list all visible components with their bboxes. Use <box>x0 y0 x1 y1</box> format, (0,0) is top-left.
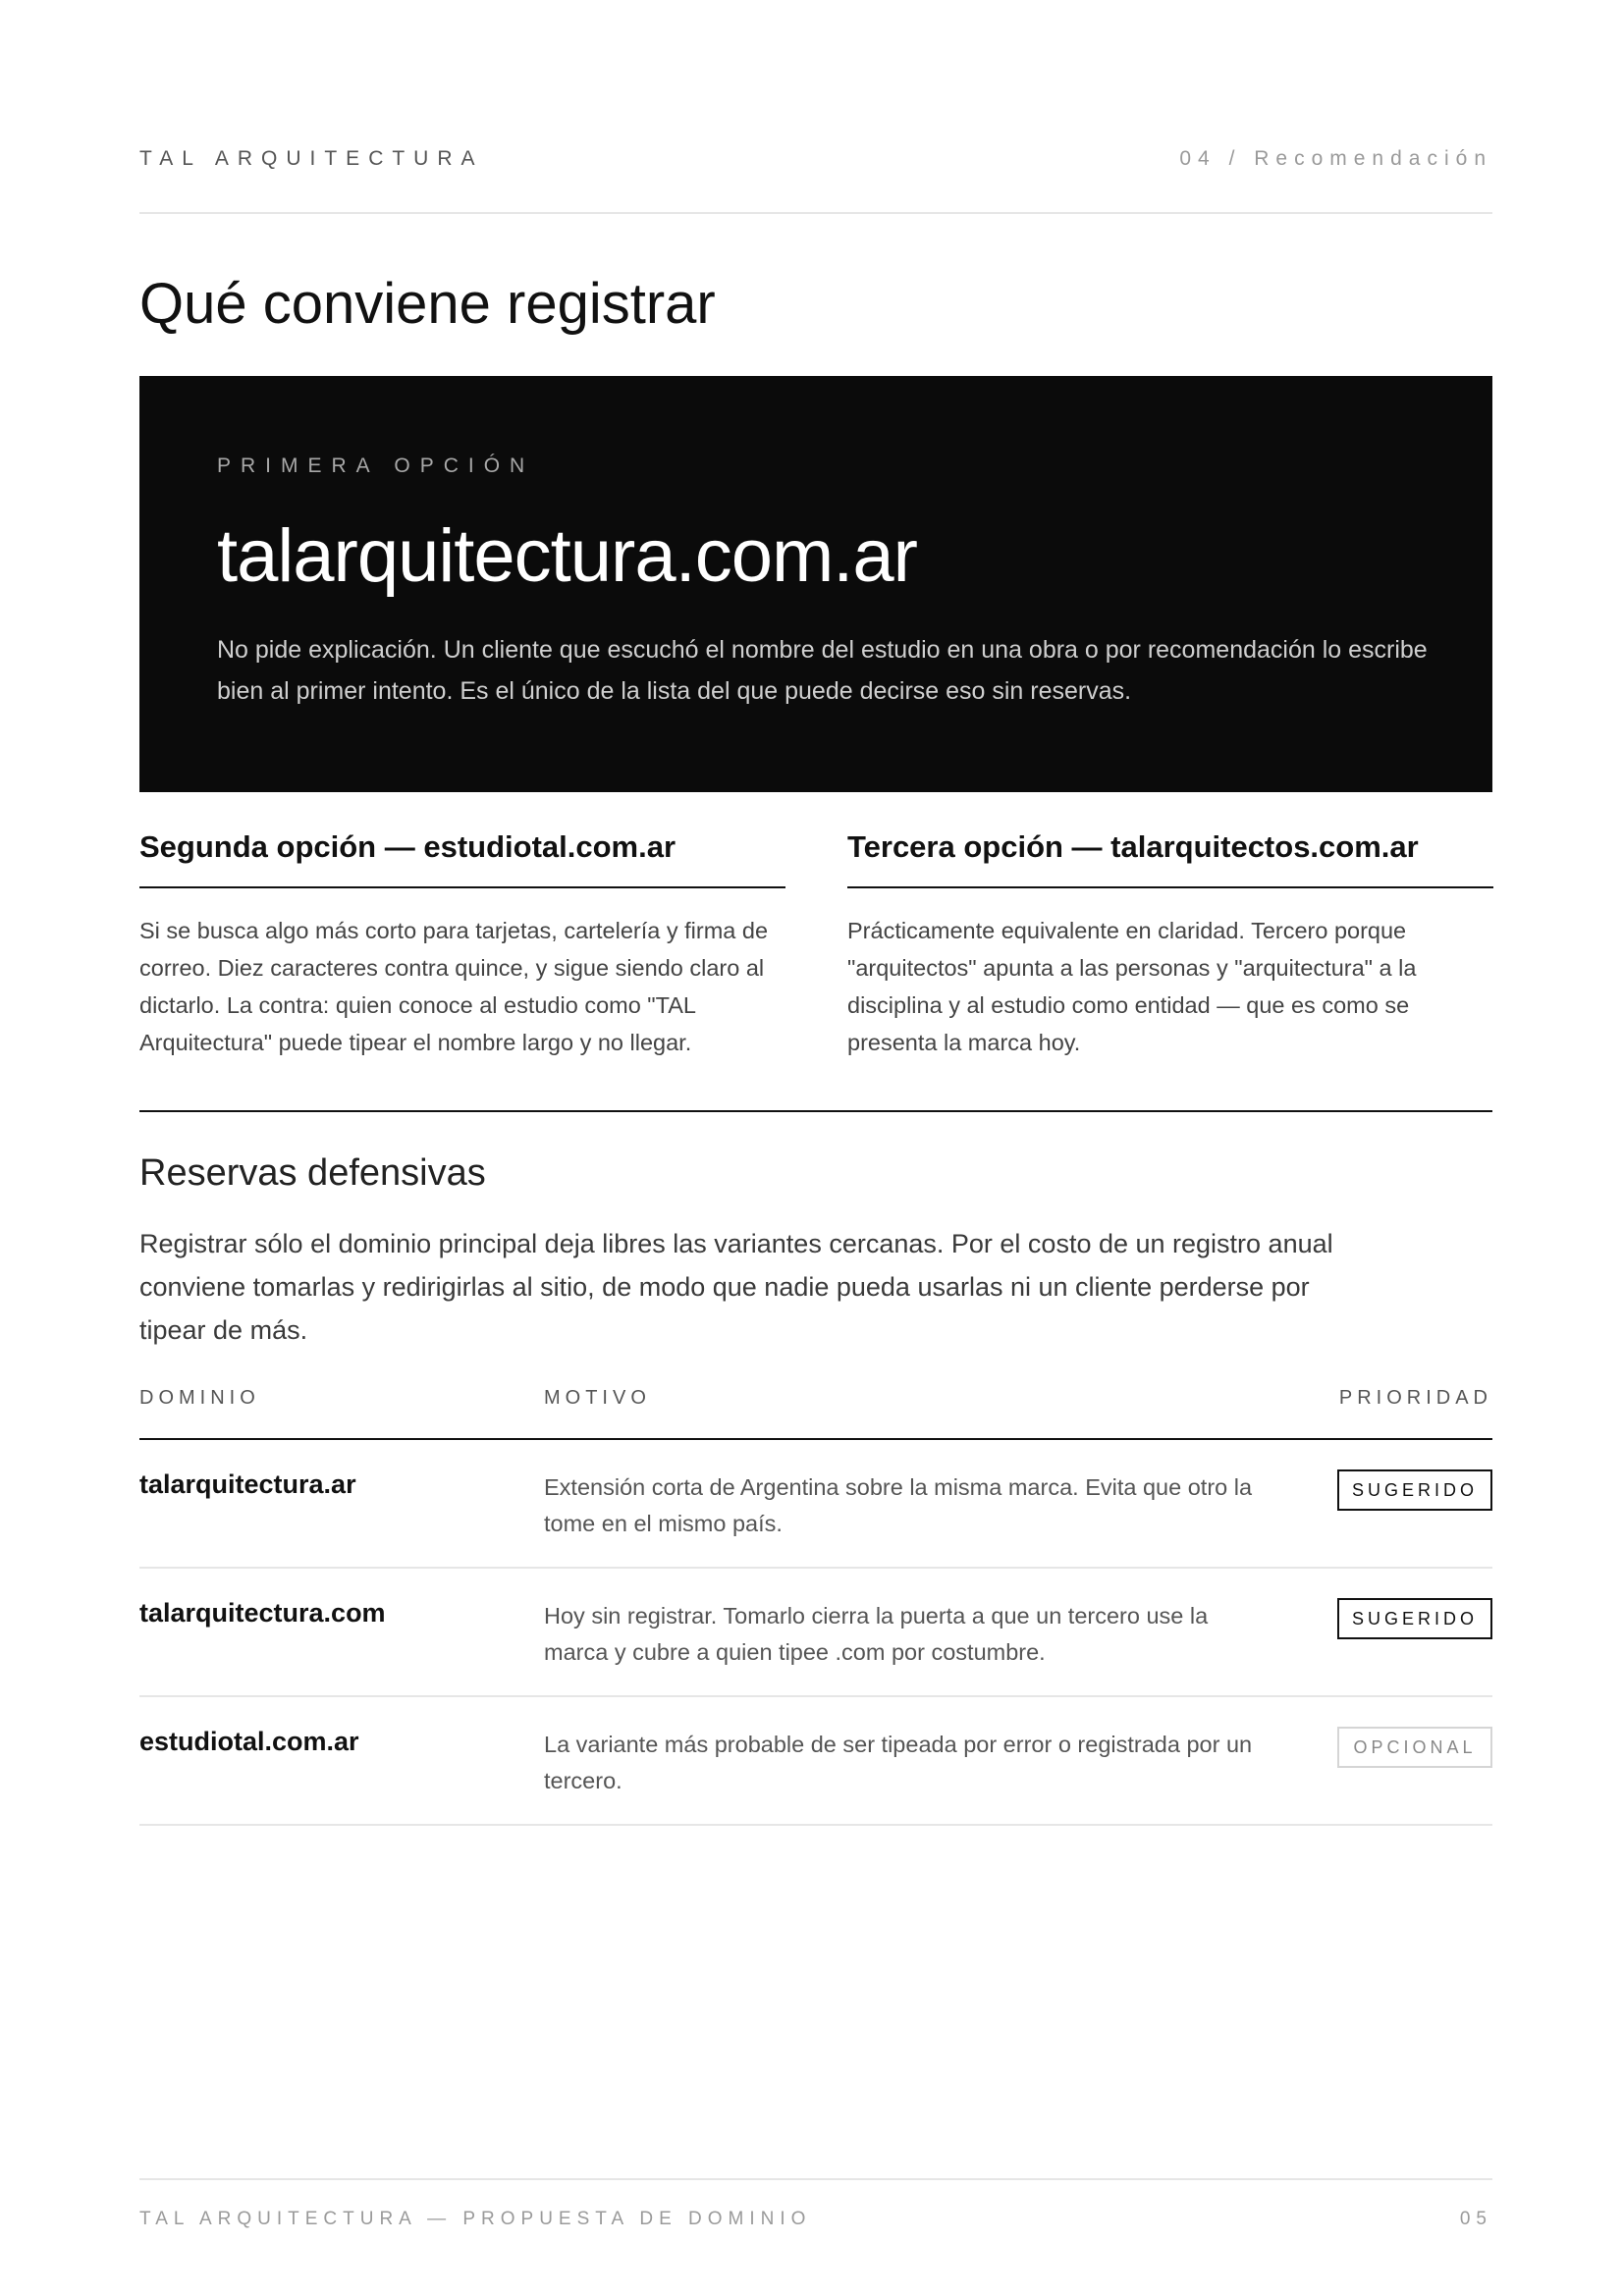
footer-divider <box>139 2178 1492 2180</box>
primary-option-kicker: PRIMERA OPCIÓN <box>217 454 535 477</box>
primary-option-card <box>139 376 1492 792</box>
domain-cell: talarquitectura.ar <box>139 1469 356 1499</box>
column-header-priority: PRIORIDAD <box>1338 1387 1492 1409</box>
priority-badge: SUGERIDO <box>1337 1469 1492 1511</box>
priority-badge: SUGERIDO <box>1337 1598 1492 1639</box>
header-divider <box>139 212 1492 214</box>
brand-name: TAL ARQUITECTURA <box>139 147 484 170</box>
reason-cell: Hoy sin registrar. Tomarlo cierra la puerta a que un tercero use la marca y cubre a quien tipee .com por costumbre. <box>544 1603 1209 1665</box>
domain-cell: talarquitectura.com <box>139 1598 386 1628</box>
third-option-title: Tercera opción — talarquitectos.com.ar <box>847 829 1419 864</box>
second-option-description: Si se busca algo más corto para tarjetas, cartelería y firma de correo. Diez caracteres contra quince, y sigue siendo claro al dictarlo. La contra: quien conoce al estudio como "TAL Arquitectura" puede tipear el nombre largo y no llegar. <box>139 918 769 1055</box>
third-option-divider <box>847 886 1493 888</box>
priority-badge: OPCIONAL <box>1337 1727 1492 1768</box>
table-row <box>139 1697 1492 1826</box>
primary-domain: talarquitectura.com.ar <box>217 514 917 598</box>
reason-cell: Extensión corta de Argentina sobre la misma marca. Evita que otro la tome en el mismo país. <box>544 1474 1253 1536</box>
third-option-description: Prácticamente equivalente en claridad. Tercero porque "arquitectos" apunta a las personas y "arquitectura" a la disciplina y al estudio como entidad — que es como se presenta la marca hoy. <box>847 918 1417 1055</box>
section-reference: 04 / Recomendación <box>1179 147 1492 170</box>
page-header <box>139 147 1492 177</box>
page-title: Qué conviene registrar <box>139 272 716 336</box>
reason-cell: La variante más probable de ser tipeada por error o registrada por un tercero. <box>544 1732 1253 1793</box>
column-header-domain: DOMINIO <box>139 1387 260 1409</box>
reservations-description: Registrar sólo el dominio principal deja libres las variantes cercanas. Por el costo de un registro anual conviene tomarlas y redirigirlas al sitio, de modo que nadie pueda usarlas ni un cliente perderse por tipear de más. <box>139 1229 1333 1345</box>
domains-table <box>139 1387 1492 1826</box>
table-row <box>139 1569 1492 1697</box>
second-option <box>139 828 785 1061</box>
document-page <box>139 0 1492 2296</box>
second-option-title: Segunda opción — estudiotal.com.ar <box>139 829 676 864</box>
page-number: 05 <box>1459 2209 1492 2229</box>
second-option-divider <box>139 886 785 888</box>
table-header <box>139 1387 1492 1438</box>
primary-option-description: No pide explicación. Un cliente que escuchó el nombre del estudio en una obra o por recomendación lo escribe bien al primer intento. Es el único de la lista del que puede decirse eso sin reservas. <box>217 636 1428 705</box>
section-divider <box>139 1110 1492 1112</box>
third-option <box>847 828 1493 1061</box>
domain-cell: estudiotal.com.ar <box>139 1727 359 1756</box>
footer-title: TAL ARQUITECTURA — PROPUESTA DE DOMINIO <box>139 2209 812 2229</box>
column-header-reason: MOTIVO <box>544 1387 651 1409</box>
reservations-title: Reservas defensivas <box>139 1152 486 1194</box>
table-row <box>139 1440 1492 1569</box>
